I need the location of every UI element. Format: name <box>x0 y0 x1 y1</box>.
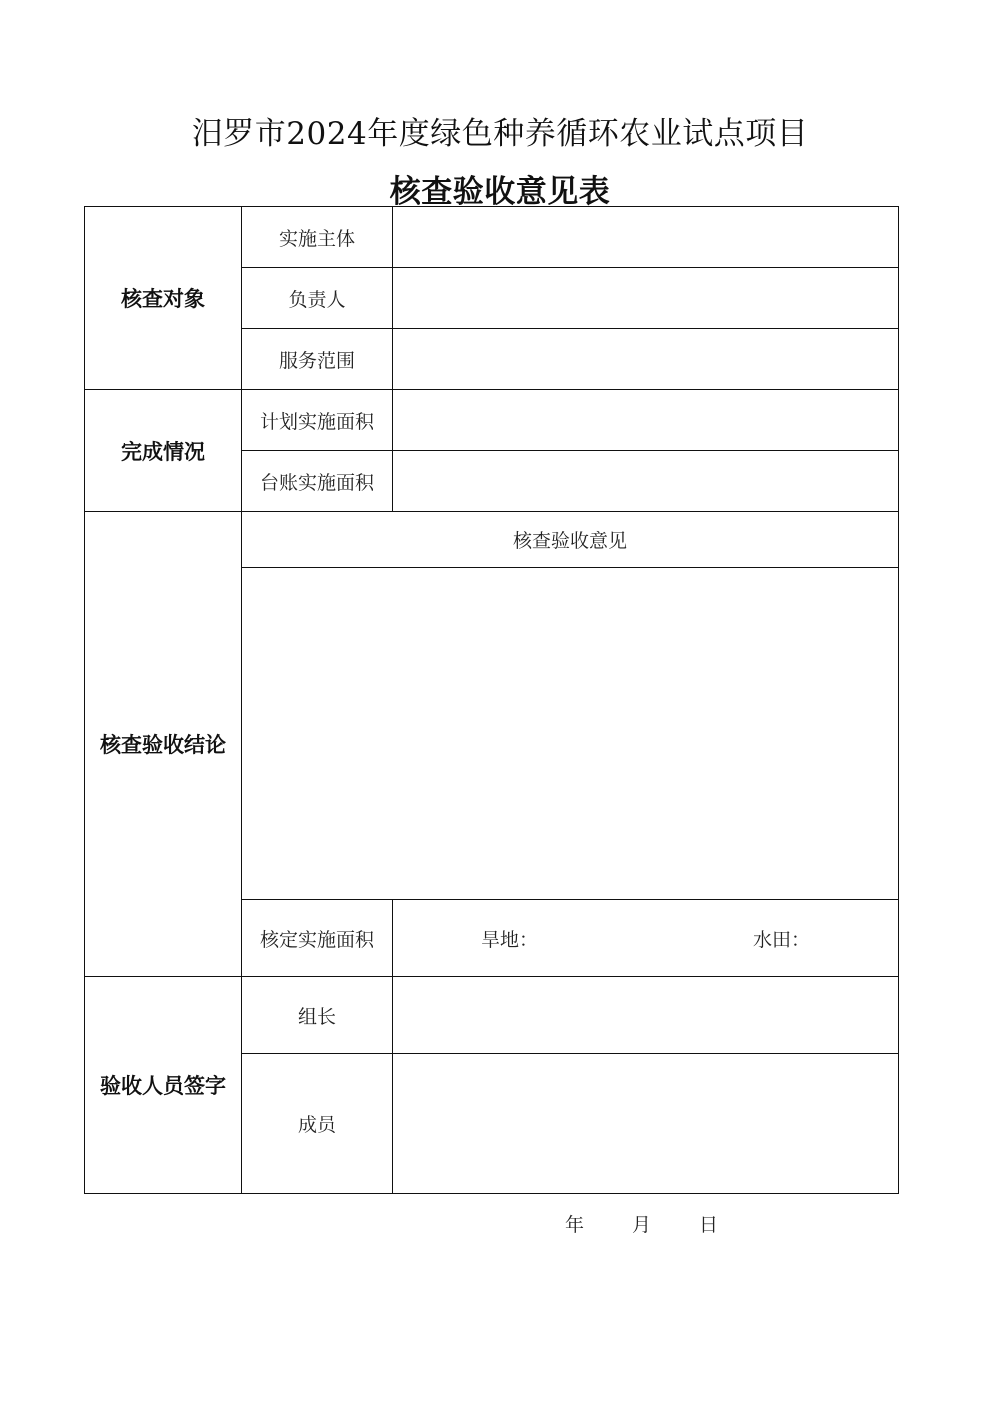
date-line <box>565 1210 718 1237</box>
section-label-target: 核查对象 <box>85 207 242 390</box>
table-row <box>85 512 899 568</box>
document-title: 汨罗市2024年度绿色种养循环农业试点项目 <box>191 116 809 152</box>
team-leader-signature-cell[interactable] <box>393 977 899 1054</box>
field-label-members: 成员 <box>242 1054 393 1194</box>
table-row <box>85 390 899 451</box>
field-label-implementer: 实施主体 <box>242 207 393 268</box>
section-label-completion: 完成情况 <box>85 390 242 512</box>
planned-area-value-cell[interactable] <box>393 390 899 451</box>
ledger-area-value-cell[interactable] <box>393 451 899 512</box>
section-label-conclusion: 核查验收结论 <box>85 512 242 977</box>
field-label-team-leader: 组长 <box>242 977 393 1054</box>
dryland-label: 旱地： <box>480 928 538 951</box>
field-label-ledger-area: 台账实施面积 <box>242 451 393 512</box>
table-row <box>85 207 899 268</box>
date-month-label: 月 <box>632 1214 652 1236</box>
responsible-person-value-cell[interactable] <box>393 268 899 329</box>
approved-area-cell[interactable] <box>393 900 899 977</box>
table-row <box>85 977 899 1054</box>
paddy-label: 水田： <box>753 928 811 951</box>
field-label-approved-area: 核定实施面积 <box>242 900 393 977</box>
implementer-value-cell[interactable] <box>393 207 899 268</box>
service-scope-value-cell[interactable] <box>393 329 899 390</box>
date-day-label: 日 <box>699 1214 719 1236</box>
date-year-label: 年 <box>565 1214 585 1236</box>
document-subtitle: 核查验收意见表 <box>389 174 611 210</box>
opinion-header: 核查验收意见 <box>242 512 899 568</box>
field-label-responsible-person: 负责人 <box>242 268 393 329</box>
opinion-text-area[interactable] <box>242 568 899 900</box>
members-signature-cell[interactable] <box>393 1054 899 1194</box>
section-label-signatures: 验收人员签字 <box>85 977 242 1194</box>
field-label-planned-area: 计划实施面积 <box>242 390 393 451</box>
inspection-form-table <box>84 206 899 1194</box>
field-label-service-scope: 服务范围 <box>242 329 393 390</box>
